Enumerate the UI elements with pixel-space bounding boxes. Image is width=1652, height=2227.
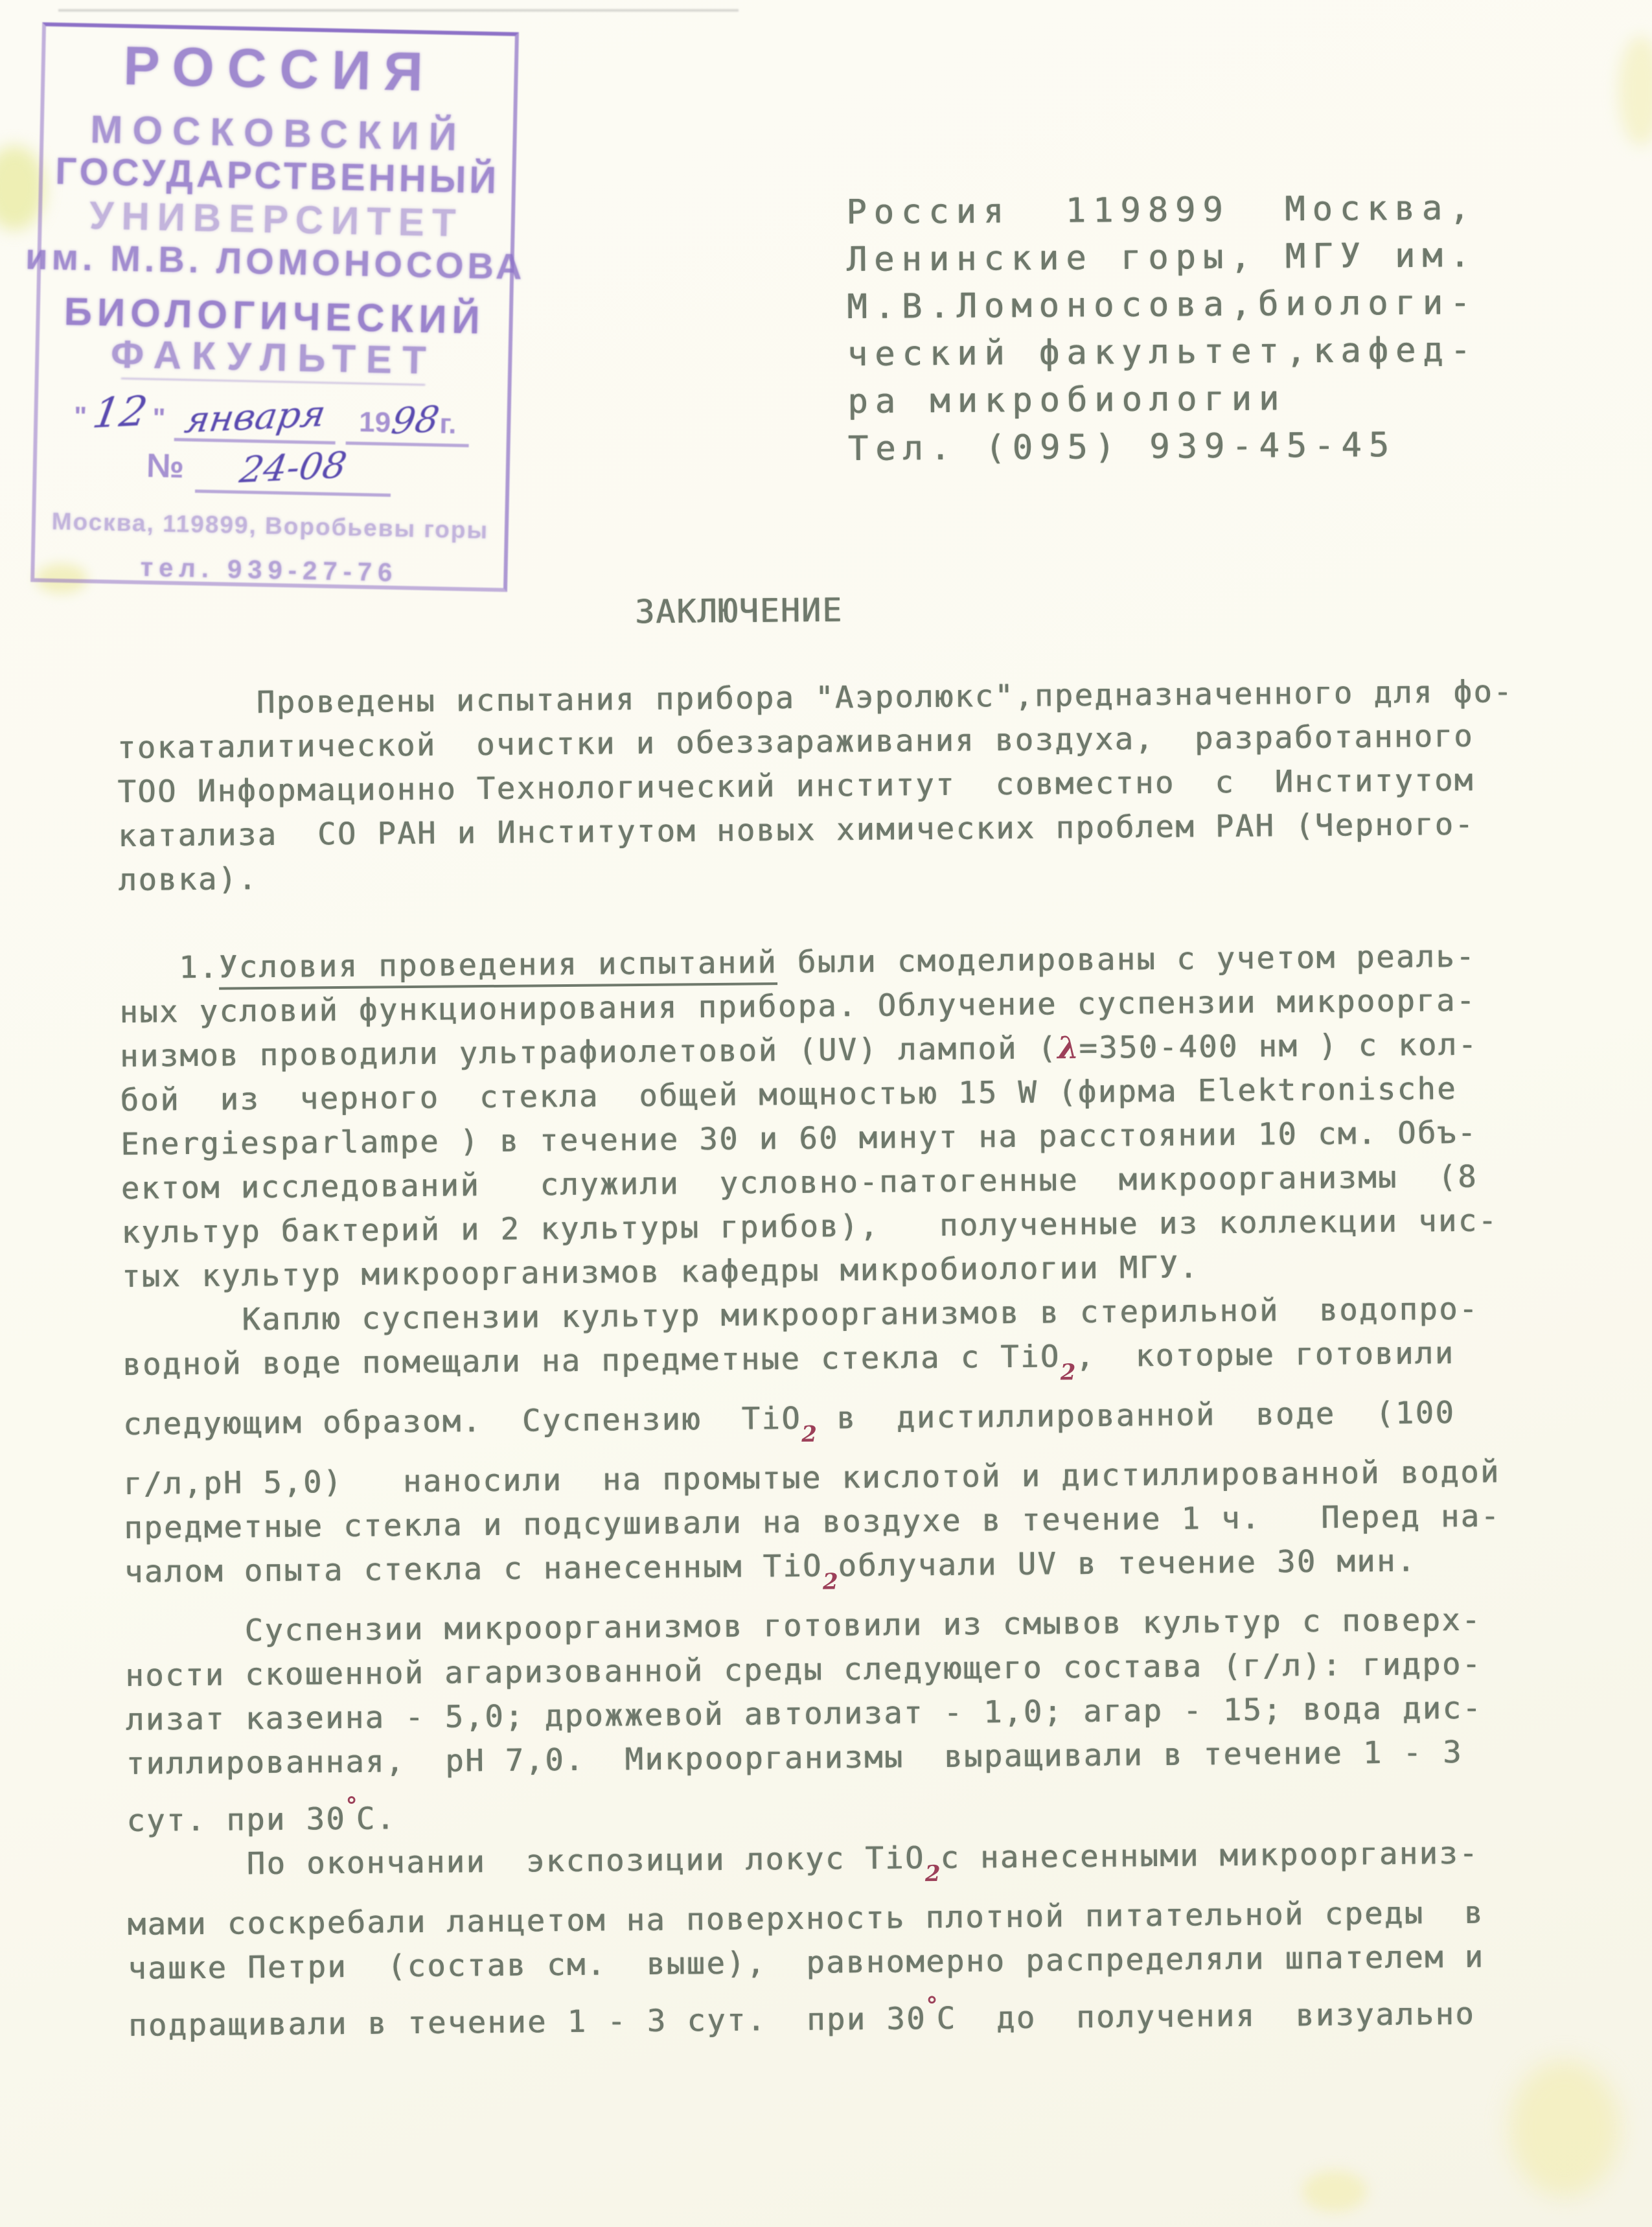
typed-text: 1. <box>119 949 220 986</box>
typed-text: С. <box>356 1801 396 1837</box>
handwritten-subscript-2: 2 <box>822 1569 838 1595</box>
stamp-line: МОСКОВСКИЙ <box>89 107 467 159</box>
typed-text: сут. при 30 <box>126 1801 347 1839</box>
handwritten-month: января <box>181 393 329 442</box>
typed-text: тых культур микроорганизмов кафедры микробиологии МГУ. <box>121 1249 1200 1295</box>
scan-edge-artifact <box>58 9 739 12</box>
typed-text: тиллированная, pH 7,0. Микроорганизмы выращивали в течение 1 - 3 <box>126 1734 1463 1782</box>
handwritten-degree-mark: ° <box>344 1792 359 1819</box>
date-month-underline <box>174 393 336 444</box>
university-stamp <box>25 22 527 592</box>
stamp-date-line <box>69 387 475 447</box>
typed-text: были смоделированы с учетом реаль- <box>777 938 1476 981</box>
printed-year-suffix: г. <box>439 408 457 440</box>
stamp-line: РОССИЯ <box>122 35 437 103</box>
typed-text: С до получения визуально <box>936 1996 1476 2037</box>
handwritten-lambda: λ <box>1057 1030 1079 1067</box>
paper-stain <box>1302 2171 1367 2212</box>
paragraph <box>117 669 1622 903</box>
typed-text: подращивали в течение 1 - 3 сут. при 30 <box>128 2001 927 2044</box>
body-line <box>128 1978 1632 2048</box>
typed-text: культур бактерий и 2 культуры грибов), полученные из коллекции чис- <box>121 1203 1498 1251</box>
typed-text: ловка). <box>118 861 258 898</box>
typed-text: Суспензии микроорганизмов готовили из смывов культур с поверх- <box>124 1602 1482 1650</box>
typed-text: По окончании экспозиции локус TiO <box>126 1840 925 1883</box>
number-sign: № <box>146 446 185 486</box>
letterhead-line: ческий факультет,кафед- <box>847 330 1478 374</box>
stamp-text-lines <box>23 26 531 382</box>
letterhead-line: Тел. (095) 939-45-45 <box>847 426 1397 468</box>
stamp-line: ГОСУДАРСТВЕННЫЙ <box>54 150 500 202</box>
paper-stain <box>1618 36 1652 146</box>
paper-stain <box>1509 2060 1620 2197</box>
typed-text: ТОО Информационно Технологический институт совместно с Институтом <box>117 762 1474 810</box>
typed-text: Energiesparlampe ) в течение 30 и 60 минут на расстоянии 10 см. Объ- <box>120 1114 1478 1162</box>
typed-text: бой из черного стекла общей мощностью 15 W (фирма Elektronische <box>120 1070 1458 1118</box>
stamp-line: БИОЛОГИЧЕСКИЙ <box>63 290 486 342</box>
stamp-line: ФАКУЛЬТЕТ <box>110 332 437 383</box>
stamp-number-line <box>146 444 396 497</box>
document-body <box>117 669 1631 2048</box>
paragraph <box>124 1597 1629 1843</box>
handwritten-year: 98 <box>388 398 442 443</box>
typed-text: =350-400 нм ) с кол- <box>1079 1026 1478 1067</box>
handwritten-subscript-2: 2 <box>801 1421 818 1448</box>
typed-text: с нанесенными микроорганиз- <box>940 1835 1480 1876</box>
typed-text: Каплю суспензии культур микроорганизмов в стерильной водопро- <box>122 1291 1479 1339</box>
letterhead-line: М.В.Ломоносова,биологи- <box>847 283 1478 327</box>
paragraph <box>127 1830 1632 2048</box>
document-title: ЗАКЛЮЧЕНИЕ <box>634 591 843 631</box>
typed-text: облучали UV в течение 30 мин. <box>838 1543 1417 1584</box>
paragraph <box>119 934 1625 1299</box>
stamp-line: УНИВЕРСИТЕТ <box>89 193 465 246</box>
date-close-quote: " <box>152 402 166 433</box>
typed-text: катализа СО РАН и Институтом новых химических проблем РАН (Черного- <box>117 806 1475 854</box>
typed-text: ектом исследований служили условно-патогенные микроорганизмы (8 <box>120 1159 1478 1206</box>
stamp-city-line: Москва, 119899, Воробьевы горы <box>51 507 489 544</box>
typed-text: низмов проводили ультрафиолетовой (UV) лампой ( <box>119 1030 1058 1074</box>
typed-text: ности скошенной агаризованной среды следующего состава (г/л): гидро- <box>125 1646 1482 1694</box>
handwritten-degree-mark: ° <box>924 1992 939 2020</box>
handwritten-subscript-2: 2 <box>1060 1359 1076 1386</box>
typed-text: г/л,pH 5,0) наносили на промытые кислотой и дистиллированной водой <box>123 1454 1500 1502</box>
letterhead-line: Россия 119899 Москва, <box>846 189 1477 232</box>
typed-text: токаталитической очистки и обеззараживания воздуха, разработанного <box>117 718 1474 766</box>
underlined-phrase: Условия проведения испытаний <box>219 945 778 990</box>
typed-text: Проведены испытания прибора "Аэролюкс",предназначенного для фо- <box>117 674 1514 722</box>
typed-text: лизат казеина - 5,0; дрожжевой автолизат - 1,0; агар - 15; вода дис- <box>125 1690 1483 1738</box>
date-open-quote: " <box>73 400 87 432</box>
typed-text: чашке Петри (состав см. выше), равномерно распределяли шпателем и <box>128 1939 1485 1987</box>
typed-text: в дистиллированной воде (100 <box>816 1395 1456 1437</box>
typed-text: , которые готовили <box>1075 1335 1455 1375</box>
handwritten-subscript-2: 2 <box>924 1860 941 1887</box>
typed-text: чалом опыта стекла с нанесенным TiO <box>124 1548 823 1590</box>
stamp-phone-line: тел. 939-27-76 <box>140 553 398 588</box>
typed-text: предметные стекла и подсушивали на воздухе в течение 1 ч. Перед на- <box>124 1498 1501 1546</box>
letterhead-address-block <box>846 185 1478 473</box>
handwritten-day: 12 <box>89 387 151 438</box>
handwritten-number: 24-08 <box>236 444 350 492</box>
stamp-line: им. М.В. ЛОМОНОСОВА <box>25 235 527 288</box>
typed-text: водной воде помещали на предметные стекла с TiO <box>122 1339 1061 1383</box>
letterhead-line: ра микробиологии <box>847 379 1287 421</box>
letterhead-line: Ленинские горы, МГУ им. <box>846 236 1478 279</box>
number-underline <box>195 444 391 497</box>
typed-text: мами соскребали ланцетом на поверхность плотной питательной среды в <box>127 1895 1485 1943</box>
date-year-underline <box>345 398 470 447</box>
paragraph <box>122 1286 1627 1610</box>
printed-year-prefix: 19 <box>358 406 391 439</box>
typed-text: следующим образом. Суспензию TiO <box>122 1400 802 1442</box>
typed-text: ных условий функционирования прибора. Облучение суспензии микроорга- <box>119 982 1476 1030</box>
